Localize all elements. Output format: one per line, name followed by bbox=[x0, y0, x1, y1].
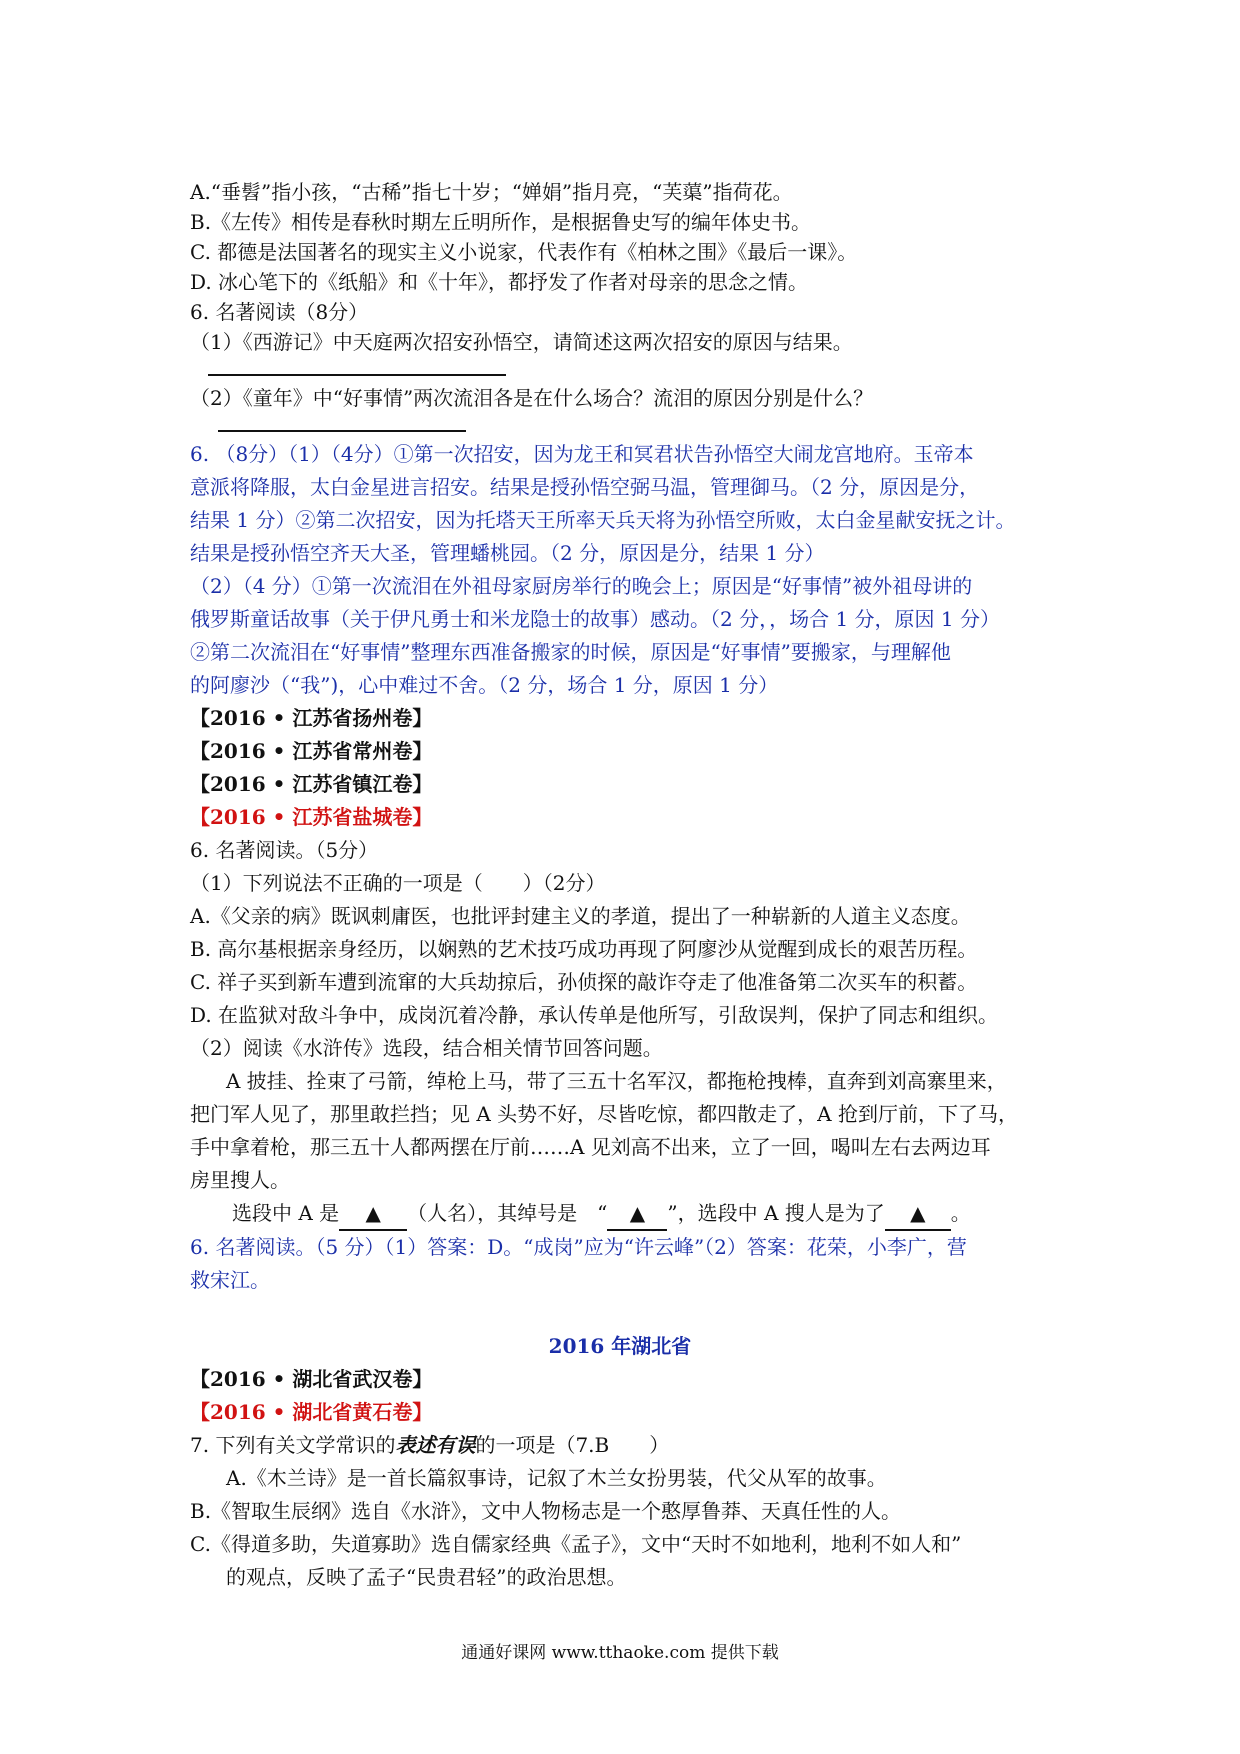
option-a-line: A.《父亲的病》既讽刺庸医，也批评封建主义的孝道，提出了一种崭新的人道主义态度。 bbox=[190, 904, 971, 928]
question-7-line bbox=[190, 1429, 669, 1461]
section-title-hubei: 2016 年湖北省 bbox=[548, 1334, 692, 1358]
passage-line: 手中拿着枪，那三五十人都两摆在厅前……A 见刘高不出来，立了一回，喝叫左右去两边耳 bbox=[190, 1135, 991, 1159]
passage-line: A 披挂、拴束了弓箭，绰枪上马，带了三五十名军汉，都拖枪拽棒，直奔到刘高寨里来， bbox=[226, 1069, 1007, 1093]
question-6-part1: （1）下列说法不正确的一项是（ ）（2分） bbox=[190, 871, 606, 895]
answer-6-line: 意派将降服，太白金星进言招安。结果是授孙悟空弼马温，管理御马。（2 分，原因是分， bbox=[190, 475, 980, 499]
question-6-part2: （2）《童年》中“好事情”两次流泪各是在什么场合？流泪的原因分别是什么？ bbox=[190, 386, 874, 410]
option-c-line: C.《得道多助，失道寡助》选自儒家经典《孟子》，文中“天时不如地利，地利不如人和” bbox=[190, 1532, 962, 1556]
fill-text: 选段中 A 是 bbox=[232, 1201, 340, 1225]
option-a-line: A.《木兰诗》是一首长篇叙事诗，记叙了木兰女扮男装，代父从军的故事。 bbox=[226, 1466, 887, 1490]
option-c-line: C. 祥子买到新车遭到流窜的大兵劫掠后，孙侦探的敲诈夺走了他准备第二次买车的积蓄。 bbox=[190, 970, 978, 994]
answer-6-yancheng: 救宋江。 bbox=[190, 1268, 270, 1292]
option-b-line: B.《左传》相传是春秋时期左丘明所作，是根据鲁史写的编年体史书。 bbox=[190, 210, 812, 234]
answer-6-line: （2）（4 分）①第一次流泪在外祖母家厨房举行的晚会上；原因是“好事情”被外祖母讲的 bbox=[190, 574, 973, 598]
option-d-line: D. 冰心笔下的《纸船》和《十年》，都抒发了作者对母亲的思念之情。 bbox=[190, 270, 809, 294]
heading-zhenjiang: 【2016 • 江苏省镇江卷】 bbox=[190, 772, 433, 796]
fill-text: ”，选段中 A 搜人是为了 bbox=[667, 1201, 885, 1225]
q7-emphasis: 表述有误 bbox=[395, 1433, 476, 1457]
q7-text: 7. 下列有关文学常识的 bbox=[190, 1433, 396, 1457]
option-c-line: C. 都德是法国著名的现实主义小说家，代表作有《柏林之围》《最后一课》。 bbox=[190, 240, 858, 264]
answer-6-line: 结果 1 分）②第二次招安，因为托塔天王所率天兵天将为孙悟空所败，太白金星献安抚之计。 bbox=[190, 508, 1016, 532]
heading-yancheng: 【2016 • 江苏省盐城卷】 bbox=[190, 805, 433, 829]
answer-6-yancheng: 6. 名著阅读。（5 分）（1）答案：D。“成岗”应为“许云峰”（2）答案：花荣，小李广，营 bbox=[190, 1235, 967, 1259]
answer-6-line: ②第二次流泪在“好事情”整理东西准备搬家的时候，原因是“好事情”要搬家，与理解他 bbox=[190, 640, 951, 664]
answer-6-line: 的阿廖沙（“我”)，心中难过不舍。（2 分，场合 1 分，原因 1 分） bbox=[190, 673, 779, 697]
heading-huangshi: 【2016 • 湖北省黄石卷】 bbox=[190, 1400, 433, 1424]
question-6-part2: （2）阅读《水浒传》选段，结合相关情节回答问题。 bbox=[190, 1036, 663, 1060]
option-b-line: B. 高尔基根据亲身经历，以娴熟的艺术技巧成功再现了阿廖沙从觉醒到成长的艰苦历程。 bbox=[190, 937, 978, 961]
answer-blank-2[interactable]: ▲ bbox=[607, 1197, 667, 1231]
question-6-title: 6. 名著阅读。（5分） bbox=[190, 838, 379, 862]
option-a-line: A.“垂髫”指小孩，“古稀”指七十岁；“婵娟”指月亮，“芙蕖”指荷花。 bbox=[190, 180, 793, 204]
answer-underline-2 bbox=[218, 430, 466, 432]
option-d-line: D. 在监狱对敌斗争中，成岗沉着冷静，承认传单是他所写，引敌误判，保护了同志和组织。 bbox=[190, 1003, 999, 1027]
answer-6-line: 结果是授孙悟空齐天大圣，管理蟠桃园。（2 分，原因是分，结果 1 分） bbox=[190, 541, 825, 565]
answer-6-line: 俄罗斯童话故事（关于伊凡勇士和米龙隐士的故事）感动。（2 分，，场合 1 分，原因 1 分） bbox=[190, 607, 1000, 631]
answer-6-line: 6. （8分）（1）（4分）①第一次招安，因为龙王和冥君状告孙悟空大闹龙宫地府。玉帝本 bbox=[190, 442, 974, 466]
heading-changzhou: 【2016 • 江苏省常州卷】 bbox=[190, 739, 433, 763]
option-b-line: B.《智取生辰纲》选自《水浒》，文中人物杨志是一个憨厚鲁莽、天真任性的人。 bbox=[190, 1499, 902, 1523]
answer-blank-1[interactable]: ▲ bbox=[339, 1197, 407, 1231]
footer-credit: 通通好课网 www.tthaoke.com 提供下载 bbox=[461, 1643, 779, 1663]
passage-line: 把门军人见了，那里敢拦挡；见 A 头势不好，尽皆吃惊，都四散走了，A 抢到厅前，下了马， bbox=[190, 1102, 1018, 1126]
question-6-part1: （1）《西游记》中天庭两次招安孙悟空，请简述这两次招安的原因与结果。 bbox=[190, 330, 853, 354]
question-6-title: 6. 名著阅读（8分） bbox=[190, 300, 369, 324]
answer-blank-3[interactable]: ▲ bbox=[885, 1197, 951, 1231]
fill-text: 。 bbox=[950, 1201, 971, 1225]
fill-text: （人名），其绰号是 “ bbox=[407, 1201, 608, 1225]
fill-in-question bbox=[232, 1197, 971, 1231]
passage-line: 房里搜人。 bbox=[190, 1168, 290, 1192]
option-c-line: 的观点，反映了孟子“民贵君轻”的政治思想。 bbox=[226, 1565, 627, 1589]
answer-underline-1 bbox=[208, 374, 506, 376]
heading-wuhan: 【2016 • 湖北省武汉卷】 bbox=[190, 1367, 433, 1391]
q7-text: 的一项是（7.B ） bbox=[475, 1433, 670, 1457]
heading-yangzhou: 【2016 • 江苏省扬州卷】 bbox=[190, 706, 433, 730]
